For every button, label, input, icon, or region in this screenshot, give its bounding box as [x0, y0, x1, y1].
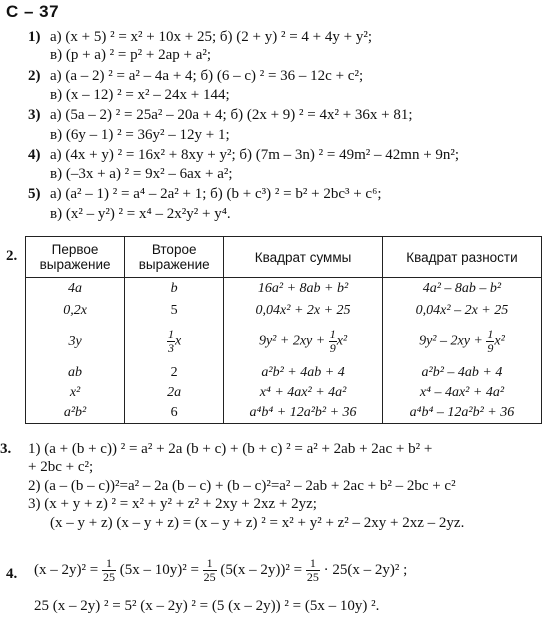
table-cell: 6 — [125, 402, 224, 424]
task-1-line — [28, 107, 413, 124]
task-4-line-1 — [34, 557, 407, 584]
item-number: 2) — [28, 68, 41, 84]
task-1-line — [28, 87, 230, 104]
task-1-line — [28, 206, 231, 223]
table-cell: a²b² — [26, 402, 125, 424]
task-3-line-1: 1) (a + (b + c)) ² = a² + 2a (b + c) + (b + c) ² = a² + 2ab + 2ac + b² + — [28, 441, 433, 457]
table-cell: $\frac{1}{3}$ x — [125, 322, 224, 362]
equation-text: в) (x – 12) ² = x² – 24x + 144; — [50, 87, 230, 103]
table-cell: x⁴ + 4ax² + 4a² — [224, 384, 383, 402]
equation-text: а) (5a – 2) ² = 25a² – 20a + 4; б) (2x + 9) ² = 4x² + 36x + 81; — [50, 107, 413, 123]
table-cell: 0,2x — [26, 300, 125, 322]
fraction: $\frac{1}{3}$ — [168, 327, 175, 355]
task-4-lhs: (x – 2y)² = — [34, 561, 99, 578]
task-1-line — [28, 68, 363, 85]
table-row — [26, 300, 542, 322]
item-number: 4) — [28, 147, 41, 163]
table-row — [26, 362, 542, 384]
table-cell: a⁴b⁴ – 12a²b² + 36 — [382, 402, 541, 424]
equation-text: в) (p + a) ² = p² + 2ap + a²; — [50, 47, 212, 63]
table-cell: 5 — [125, 300, 224, 322]
header-first-expression: Первое выражение — [26, 237, 125, 278]
fraction: $\frac{1}{9}$ — [487, 327, 494, 355]
page-title: С – 37 — [6, 2, 60, 21]
header-second-expression: Второе выражение — [125, 237, 224, 278]
table-cell: 0,04x² + 2x + 25 — [224, 300, 383, 322]
table-cell: a⁴b⁴ + 12a²b² + 36 — [224, 402, 383, 424]
equation-text: в) (6y – 1) ² = 36y² – 12y + 1; — [50, 127, 230, 143]
task-3-line-3: 2) (a – (b – c))²=a² – 2a (b – c) + (b – c)²=a² – 2ab + 2ac + b² – 2bc + c² — [28, 478, 456, 494]
table-cell: 9y² + 2xy + $\frac{1}{9}$ x² — [224, 322, 383, 362]
equation-text: а) (x + 5) ² = x² + 10x + 25; б) (2 + y) ² = 4 + 4y + y²; — [50, 29, 373, 45]
task-4-term-3: · 25(x – 2y)² ; — [323, 561, 408, 578]
table-cell: 2a — [125, 384, 224, 402]
table-cell: 0,04x² – 2x + 25 — [382, 300, 541, 322]
table-cell: a²b² – 4ab + 4 — [382, 362, 541, 384]
table-header-row — [26, 237, 542, 278]
item-number: 1) — [28, 29, 41, 45]
table-cell: 9y² – 2xy + $\frac{1}{9}$ x² — [382, 322, 541, 362]
squares-table — [25, 236, 542, 424]
header-square-of-sum: Квадрат суммы — [224, 237, 383, 278]
fraction-2: $\frac{1}{25}$ — [203, 556, 216, 584]
item-number: 5) — [28, 186, 41, 202]
task-1-line — [28, 127, 230, 144]
equation-text: а) (a² – 1) ² = a⁴ – 2a² + 1; б) (b + c³) ² = b² + 2bc³ + c⁶; — [50, 186, 382, 202]
task-3-number: 3. — [0, 441, 12, 457]
table-cell: 3y — [26, 322, 125, 362]
equation-text: в) (–3x + a) ² = 9x² – 6ax + a²; — [50, 166, 233, 182]
task-4-term-2: (5(x – 2y))² = — [220, 561, 303, 578]
fraction-1: $\frac{1}{25}$ — [102, 556, 115, 584]
task-4-term-1: (5x – 10y)² = — [119, 561, 199, 578]
table-cell: 4a — [26, 278, 125, 300]
item-number: 3) — [28, 107, 41, 123]
equation-text: в) (x² – y²) ² = x⁴ – 2x²y² + y⁴. — [50, 206, 231, 222]
table-row — [26, 322, 542, 362]
table-cell: 2 — [125, 362, 224, 384]
fraction: $\frac{1}{9}$ — [329, 327, 336, 355]
task-3-line-4: 3) (x + y + z) ² = x² + y² + z² + 2xy + 2xz + 2yz; — [28, 496, 317, 512]
task-3-line-5: (x – y + z) (x – y + z) = (x – y + z) ² = x² + y² + z² – 2xy + 2xz – 2yz. — [50, 515, 465, 531]
table-cell: x² — [26, 384, 125, 402]
table-cell: b — [125, 278, 224, 300]
table-row — [26, 278, 542, 300]
equation-text: а) (4x + y) ² = 16x² + 8xy + y²; б) (7m – 3n) ² = 49m² – 42mn + 9n²; — [50, 147, 460, 163]
task-1-line — [28, 29, 372, 46]
task-1-line — [28, 186, 382, 203]
table-row — [26, 384, 542, 402]
task-2-number: 2. — [6, 248, 18, 264]
task-4-number: 4. — [6, 566, 18, 582]
equation-text: а) (a – 2) ² = a² – 4a + 4; б) (6 – c) ² = 36 – 12c + c²; — [50, 68, 364, 84]
task-1-line — [28, 147, 459, 164]
fraction-3: $\frac{1}{25}$ — [306, 556, 319, 584]
table-cell: 16a² + 8ab + b² — [224, 278, 383, 300]
task-4-line-2: 25 (x – 2y) ² = 5² (x – 2y) ² = (5 (x – 2y)) ² = (5x – 10y) ². — [34, 598, 380, 614]
table-cell: a²b² + 4ab + 4 — [224, 362, 383, 384]
task-1-line — [28, 47, 211, 64]
table-cell: x⁴ – 4ax² + 4a² — [382, 384, 541, 402]
task-3-line-2: + 2bc + c²; — [28, 459, 94, 475]
header-square-of-difference: Квадрат разности — [382, 237, 541, 278]
table-row — [26, 402, 542, 424]
table-cell: ab — [26, 362, 125, 384]
task-1-line — [28, 166, 233, 183]
table-cell: 4a² – 8ab – b² — [382, 278, 541, 300]
